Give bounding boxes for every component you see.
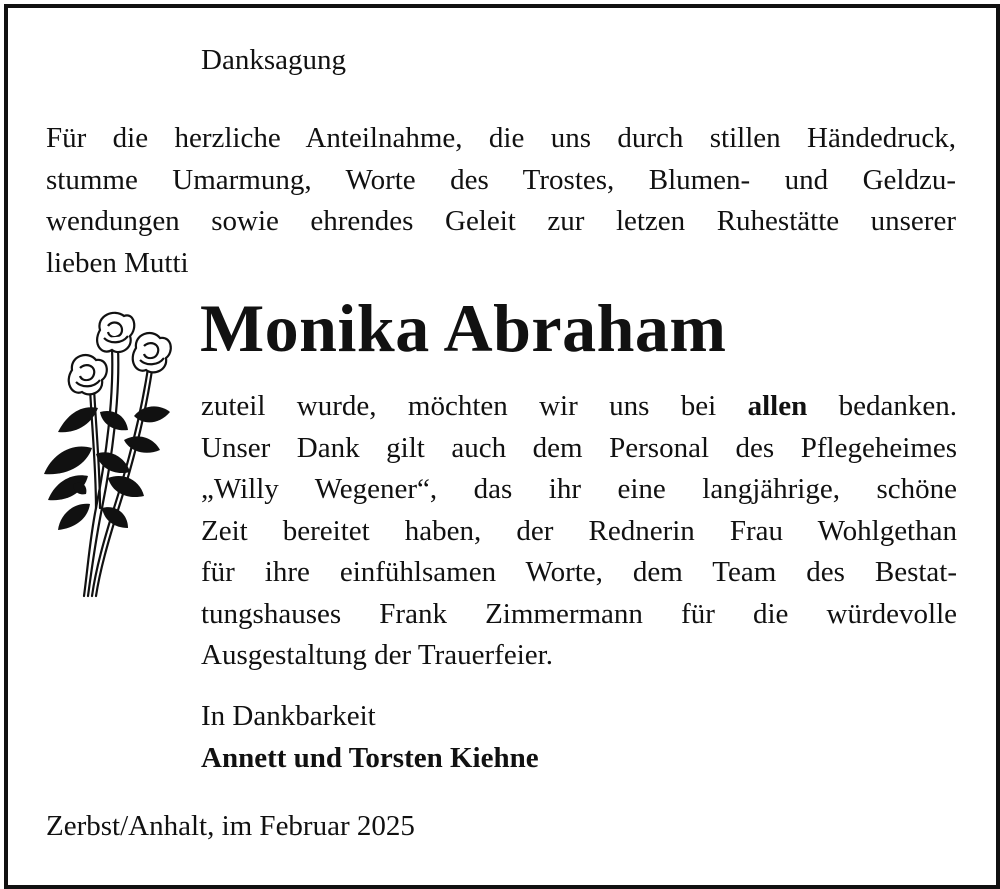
- thanks-text: bedanken.: [807, 390, 957, 422]
- thanks-line: Unser Dank gilt auch dem Personal des Pflegeheimes: [201, 431, 957, 464]
- intro-line: wendungen sowie ehrendes Geleit zur letzen Ruhestätte unserer: [46, 205, 956, 237]
- thanks-line: „Willy Wegener“, das ihr eine langjährige, schöne: [201, 473, 957, 505]
- notice-heading: Danksagung: [201, 44, 346, 76]
- closing-block: [201, 696, 539, 779]
- roses-icon: [30, 308, 180, 600]
- emphasis-all: allen: [747, 390, 808, 422]
- place-date: Zerbst/Anhalt, im Februar 2025: [46, 810, 415, 842]
- signers: Annett und Torsten Kiehne: [201, 741, 539, 774]
- closing-phrase: In Dankbarkeit: [201, 700, 376, 732]
- thanks-text: zuteil wurde, möchten wir uns bei: [201, 390, 748, 422]
- thanks-paragraph: [201, 386, 957, 677]
- thanks-line: [201, 386, 957, 428]
- thanks-line: Ausgestaltung der Trauerfeier.: [201, 639, 553, 671]
- intro-line: stumme Umarmung, Worte des Trostes, Blumen- und Geldzu-: [46, 163, 956, 196]
- intro-line: lieben Mutti: [46, 246, 189, 279]
- thanks-line: für ihre einfühlsamen Worte, dem Team des Bestat-: [201, 556, 957, 588]
- intro-paragraph: [46, 118, 956, 284]
- intro-line: Für die herzliche Anteilnahme, die uns durch stillen Händedruck,: [46, 122, 956, 154]
- thanks-line: tungshauses Frank Zimmermann für die würdevolle: [201, 597, 957, 630]
- thanks-line: Zeit bereitet haben, der Rednerin Frau Wohlgethan: [201, 514, 957, 547]
- deceased-name: Monika Abraham: [200, 290, 727, 366]
